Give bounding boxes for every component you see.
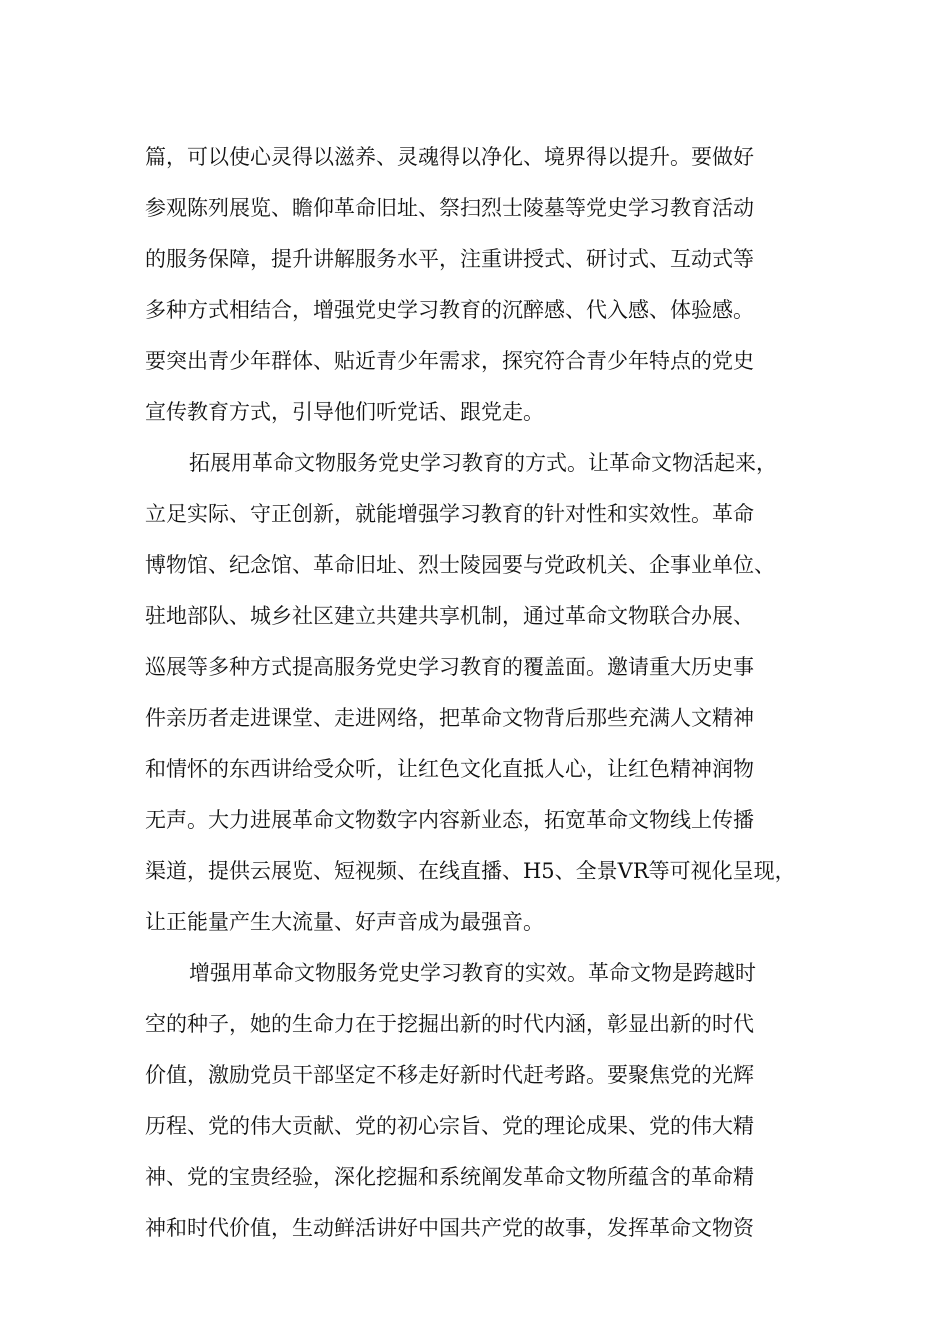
- text-line: 博物馆、纪念馆、革命旧址、烈士陵园要与党政机关、企事业单位、: [145, 553, 775, 577]
- paragraph-1: [145, 132, 835, 438]
- text-line: 渠道，提供云展览、短视频、在线直播、H5、全景VR等可视化呈现，: [145, 859, 796, 883]
- text-line: 拓展用革命文物服务党史学习教育的方式。让革命文物活起来，: [189, 451, 777, 475]
- text-line: 神、党的宝贵经验，深化挖掘和系统阐发革命文物所蕴含的革命精: [145, 1165, 754, 1189]
- document-body: [145, 132, 835, 1254]
- text-line: 的服务保障，提升讲解服务水平，注重讲授式、研讨式、互动式等: [145, 247, 754, 271]
- text-line: 要突出青少年群体、贴近青少年需求，探究符合青少年特点的党史: [145, 349, 754, 373]
- text-line: 巡展等多种方式提高服务党史学习教育的覆盖面。邀请重大历史事: [145, 655, 754, 679]
- text-line: 件亲历者走进课堂、走进网络，把革命文物背后那些充满人文精神: [145, 706, 754, 730]
- text-line: 历程、党的伟大贡献、党的初心宗旨、党的理论成果、党的伟大精: [145, 1114, 754, 1138]
- text-line: 篇，可以使心灵得以滋养、灵魂得以净化、境界得以提升。要做好: [145, 145, 754, 169]
- paragraph-3: [145, 948, 835, 1254]
- text-line: 让正能量产生大流量、好声音成为最强音。: [145, 910, 544, 934]
- text-line: 参观陈列展览、瞻仰革命旧址、祭扫烈士陵墓等党史学习教育活动: [145, 196, 754, 220]
- text-line: 神和时代价值，生动鲜活讲好中国共产党的故事，发挥革命文物资: [145, 1216, 754, 1240]
- text-line: 和情怀的东西讲给受众听，让红色文化直抵人心，让红色精神润物: [145, 757, 754, 781]
- text-line: 多种方式相结合，增强党史学习教育的沉醉感、代入感、体验感。: [145, 298, 754, 322]
- text-line: 价值，激励党员干部坚定不移走好新时代赶考路。要聚焦党的光辉: [145, 1063, 754, 1087]
- text-line: 宣传教育方式，引导他们听党话、跟党走。: [145, 400, 544, 424]
- text-line: 无声。大力进展革命文物数字内容新业态，拓宽革命文物线上传播: [145, 808, 754, 832]
- text-line: 驻地部队、城乡社区建立共建共享机制，通过革命文物联合办展、: [145, 604, 754, 628]
- text-line: 立足实际、守正创新，就能增强学习教育的针对性和实效性。革命: [145, 502, 754, 526]
- paragraph-2: [145, 438, 835, 948]
- text-line: 增强用革命文物服务党史学习教育的实效。革命文物是跨越时: [189, 961, 756, 985]
- text-line: 空的种子，她的生命力在于挖掘出新的时代内涵，彰显出新的时代: [145, 1012, 754, 1036]
